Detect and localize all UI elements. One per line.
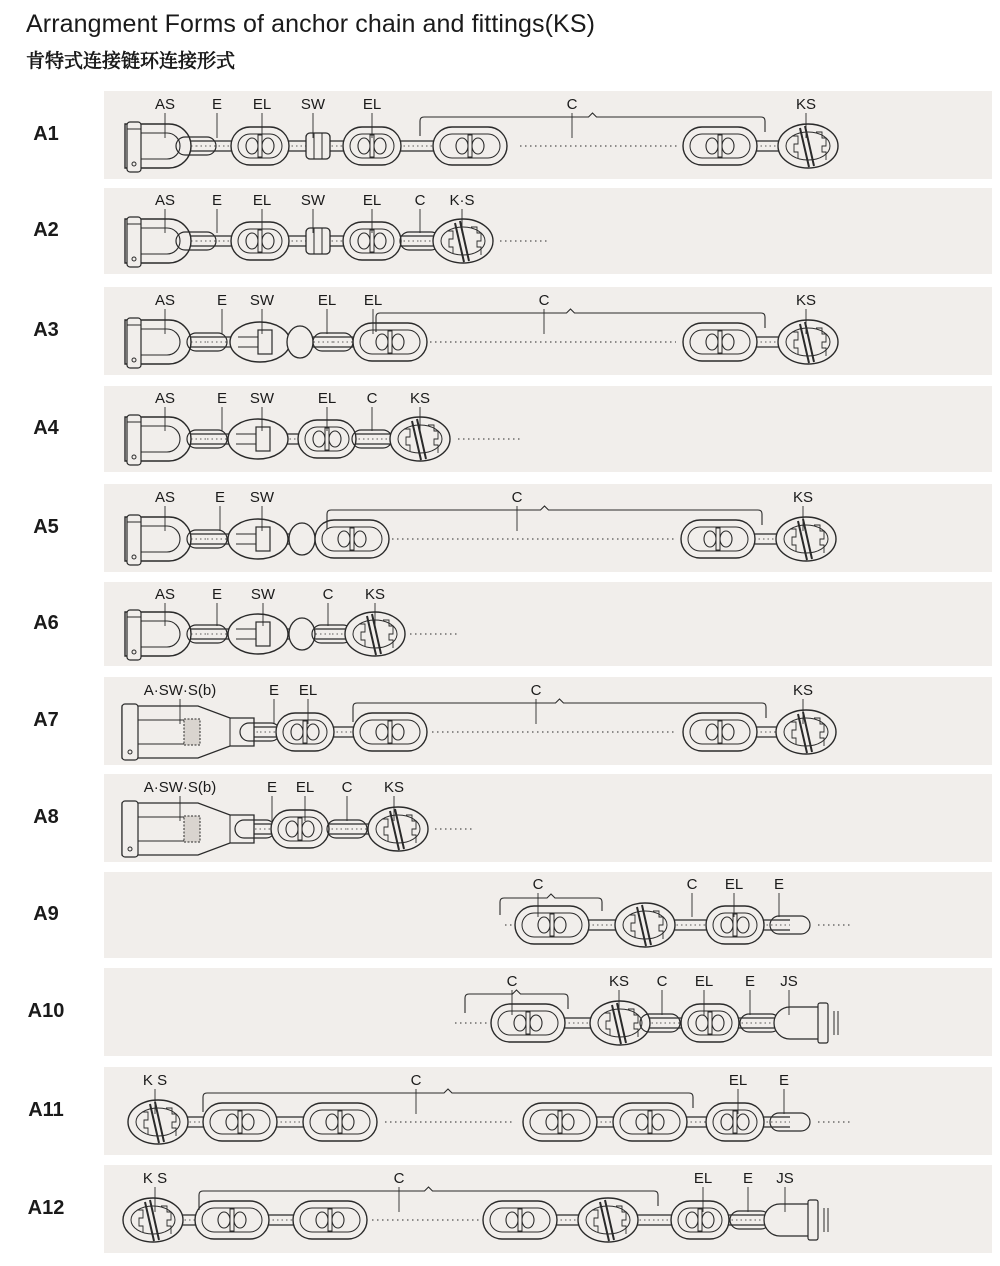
kenter-shackle-a2-ks-6 <box>433 219 493 263</box>
enlarged-link-a2-el-2 <box>231 222 289 260</box>
component-label: C <box>538 292 550 309</box>
component-label: SW <box>249 390 275 407</box>
row-label-a11: A11 <box>28 1099 64 1121</box>
anchor-shackle-a1-shackle-0 <box>125 122 191 172</box>
component-label: SW <box>300 96 326 113</box>
chain-diagram-a12 <box>104 1165 992 1253</box>
ring-link-a6-ring-3 <box>289 618 315 650</box>
common-link-a1-c-7 <box>683 127 757 165</box>
component-label: EL <box>362 192 382 209</box>
swivel-a2-sw-3 <box>306 228 330 254</box>
component-label: C <box>410 1072 422 1089</box>
component-label: C <box>656 973 668 990</box>
component-label: E <box>211 192 223 209</box>
component-label: E <box>742 1170 754 1187</box>
row-label-a4: A4 <box>33 417 59 439</box>
chain-diagram-a8 <box>104 774 992 862</box>
component-label: SW <box>250 586 276 603</box>
component-label: EL <box>724 876 744 893</box>
kenter-shackle-a12-ksL-0 <box>123 1198 183 1242</box>
anchor-shackle-a2-shackle-0 <box>125 217 191 267</box>
joining-shackle-a10-js-6 <box>774 1003 838 1043</box>
common-link-a11-c-4 <box>523 1103 597 1141</box>
kenter-shackle-a11-ksL-0 <box>128 1100 188 1144</box>
component-label: C <box>366 390 378 407</box>
component-label: C <box>530 682 542 699</box>
component-label: AS <box>154 489 176 506</box>
component-label: JS <box>780 973 798 990</box>
chain-diagram-a1 <box>104 91 992 179</box>
component-label: SW <box>249 292 275 309</box>
common-link-a11-c-5 <box>613 1103 687 1141</box>
swivel-a1-sw-3 <box>306 133 330 159</box>
row-label-a1: A1 <box>33 123 59 145</box>
anchor-swivel-shackle-a7-anchorsw-0 <box>122 704 254 760</box>
anchor-shackle-a3-shackle-0 <box>125 318 191 368</box>
common-link-a5-c-4 <box>315 520 389 558</box>
chain-diagram-a11 <box>104 1067 992 1155</box>
row-label-a8: A8 <box>33 806 59 828</box>
kenter-shackle-a9-ks-2 <box>615 903 675 947</box>
kenter-shackle-a8-ks-4 <box>368 807 428 851</box>
common-link-a3-c-5 <box>353 323 427 361</box>
component-label: EL <box>252 192 272 209</box>
arrangement-panel-a2 <box>104 188 992 274</box>
common-link-a12-c-2 <box>293 1201 367 1239</box>
kenter-shackle-a10-ks-2 <box>590 1001 650 1045</box>
component-label: KS <box>383 779 405 796</box>
row-label-a2: A2 <box>33 219 59 241</box>
component-label: EL <box>295 779 315 796</box>
component-label: EL <box>317 390 337 407</box>
chain-diagram-a3 <box>104 287 992 375</box>
ring-link-a3-ring-3 <box>287 326 313 358</box>
common-link-a10-c-1 <box>491 1004 565 1042</box>
component-label: C <box>511 489 523 506</box>
swivel-a5-swl-2 <box>228 519 288 559</box>
component-label: EL <box>693 1170 713 1187</box>
ring-link-a5-ring-3 <box>289 523 315 555</box>
component-label: A·SW·S(b) <box>143 682 217 699</box>
swivel-a6-swl-2 <box>228 614 288 654</box>
common-link-a9-c-1 <box>515 906 589 944</box>
common-link-a11-c-2 <box>303 1103 377 1141</box>
component-label: C <box>322 586 334 603</box>
title-zh: 肯特式连接链环连接形式 <box>26 50 236 72</box>
component-label: KS <box>795 96 817 113</box>
arrangement-panel-a4 <box>104 386 992 472</box>
component-label: E <box>216 390 228 407</box>
arrangement-panel-a5 <box>104 484 992 572</box>
component-label: E <box>778 1072 790 1089</box>
enlarged-link-a1-el-2 <box>231 127 289 165</box>
kenter-shackle-a7-ks-6 <box>776 710 836 754</box>
enlarged-link-a9-el-3 <box>706 906 764 944</box>
component-label: A·SW·S(b) <box>143 779 217 796</box>
kenter-shackle-a3-ks-8 <box>778 320 838 364</box>
component-label: K S <box>142 1170 168 1187</box>
chain-diagram-a2 <box>104 188 992 274</box>
component-label: EL <box>694 973 714 990</box>
component-label: KS <box>795 292 817 309</box>
component-label: C <box>414 192 426 209</box>
component-label: C <box>566 96 578 113</box>
component-label: KS <box>409 390 431 407</box>
row-label-a7: A7 <box>33 709 59 731</box>
chain-diagram-a5 <box>104 484 992 572</box>
anchor-shackle-a6-shackle-0 <box>125 610 191 660</box>
kenter-shackle-a1-ks-8 <box>778 124 838 168</box>
row-label-a5: A5 <box>33 516 59 538</box>
anchor-shackle-a5-shackle-0 <box>125 515 191 565</box>
component-label: EL <box>317 292 337 309</box>
component-label: KS <box>608 973 630 990</box>
row-label-a10: A10 <box>27 1000 65 1022</box>
enlarged-link-a10-el-4 <box>681 1004 739 1042</box>
component-label: C <box>686 876 698 893</box>
common-link-a11-c-1 <box>203 1103 277 1141</box>
component-label: E <box>266 779 278 796</box>
chain-diagram-a6 <box>104 582 992 666</box>
arrangement-panel-a8 <box>104 774 992 862</box>
component-label: E <box>211 96 223 113</box>
row-label-a9: A9 <box>33 903 59 925</box>
chain-diagram-a7 <box>104 677 992 765</box>
joining-shackle-a12-js-8 <box>764 1200 828 1240</box>
component-label: EL <box>252 96 272 113</box>
arrangement-panel-a12 <box>104 1165 992 1253</box>
component-label: C <box>532 876 544 893</box>
component-label: E <box>211 586 223 603</box>
common-link-a12-c-1 <box>195 1201 269 1239</box>
component-label: SW <box>249 489 275 506</box>
component-label: AS <box>154 586 176 603</box>
component-label: K S <box>142 1072 168 1089</box>
component-label: EL <box>298 682 318 699</box>
title-en: Arrangment Forms of anchor chain and fittings(KS) <box>26 10 596 38</box>
component-label: AS <box>154 390 176 407</box>
common-link-a7-c-5 <box>683 713 757 751</box>
component-label: E <box>214 489 226 506</box>
component-label: E <box>773 876 785 893</box>
anchor-shackle-a4-shackle-0 <box>125 415 191 465</box>
arrangement-panel-a7 <box>104 677 992 765</box>
common-link-a5-c-6 <box>681 520 755 558</box>
chain-diagram-a9 <box>104 872 992 958</box>
component-label: JS <box>776 1170 794 1187</box>
anchor-swivel-shackle-a8-anchorsw-0 <box>122 801 254 857</box>
component-label: C <box>341 779 353 796</box>
component-label: AS <box>154 292 176 309</box>
common-link-a12-c-4 <box>483 1201 557 1239</box>
component-label: KS <box>792 682 814 699</box>
component-label: KS <box>364 586 386 603</box>
row-label-a12: A12 <box>27 1197 65 1219</box>
kenter-shackle-a5-ks-7 <box>776 517 836 561</box>
enlarged-link-a7-el-2 <box>276 713 334 751</box>
component-label: EL <box>363 292 383 309</box>
arrangement-panel-a6 <box>104 582 992 666</box>
component-label: AS <box>154 192 176 209</box>
component-label: SW <box>300 192 326 209</box>
component-label: E <box>744 973 756 990</box>
arrangement-panel-a1 <box>104 91 992 179</box>
kenter-shackle-a12-ks-5 <box>578 1198 638 1242</box>
component-label: AS <box>154 96 176 113</box>
component-label: C <box>393 1170 405 1187</box>
component-label: EL <box>728 1072 748 1089</box>
enlarged-link-a11-el-6 <box>706 1103 764 1141</box>
row-label-a6: A6 <box>33 612 59 634</box>
common-link-a1-c-5 <box>433 127 507 165</box>
component-label: EL <box>362 96 382 113</box>
arrangement-panel-a9 <box>104 872 992 958</box>
enlarged-link-a12-el-6 <box>671 1201 729 1239</box>
common-link-a7-c-3 <box>353 713 427 751</box>
chain-diagram-a4 <box>104 386 992 472</box>
component-label: E <box>216 292 228 309</box>
common-link-a3-c-7 <box>683 323 757 361</box>
component-label: E <box>268 682 280 699</box>
enlarged-link-a8-el-2 <box>271 810 329 848</box>
arrangement-panel-a3 <box>104 287 992 375</box>
arrangement-panel-a11 <box>104 1067 992 1155</box>
row-label-a3: A3 <box>33 319 59 341</box>
component-label: KS <box>792 489 814 506</box>
component-label: C <box>506 973 518 990</box>
chain-diagram-a10 <box>104 968 992 1056</box>
arrangement-panel-a10 <box>104 968 992 1056</box>
swivel-a3-swl-2 <box>230 322 290 362</box>
swivel-a4-swl-2 <box>228 419 288 459</box>
component-label: K·S <box>449 192 475 209</box>
